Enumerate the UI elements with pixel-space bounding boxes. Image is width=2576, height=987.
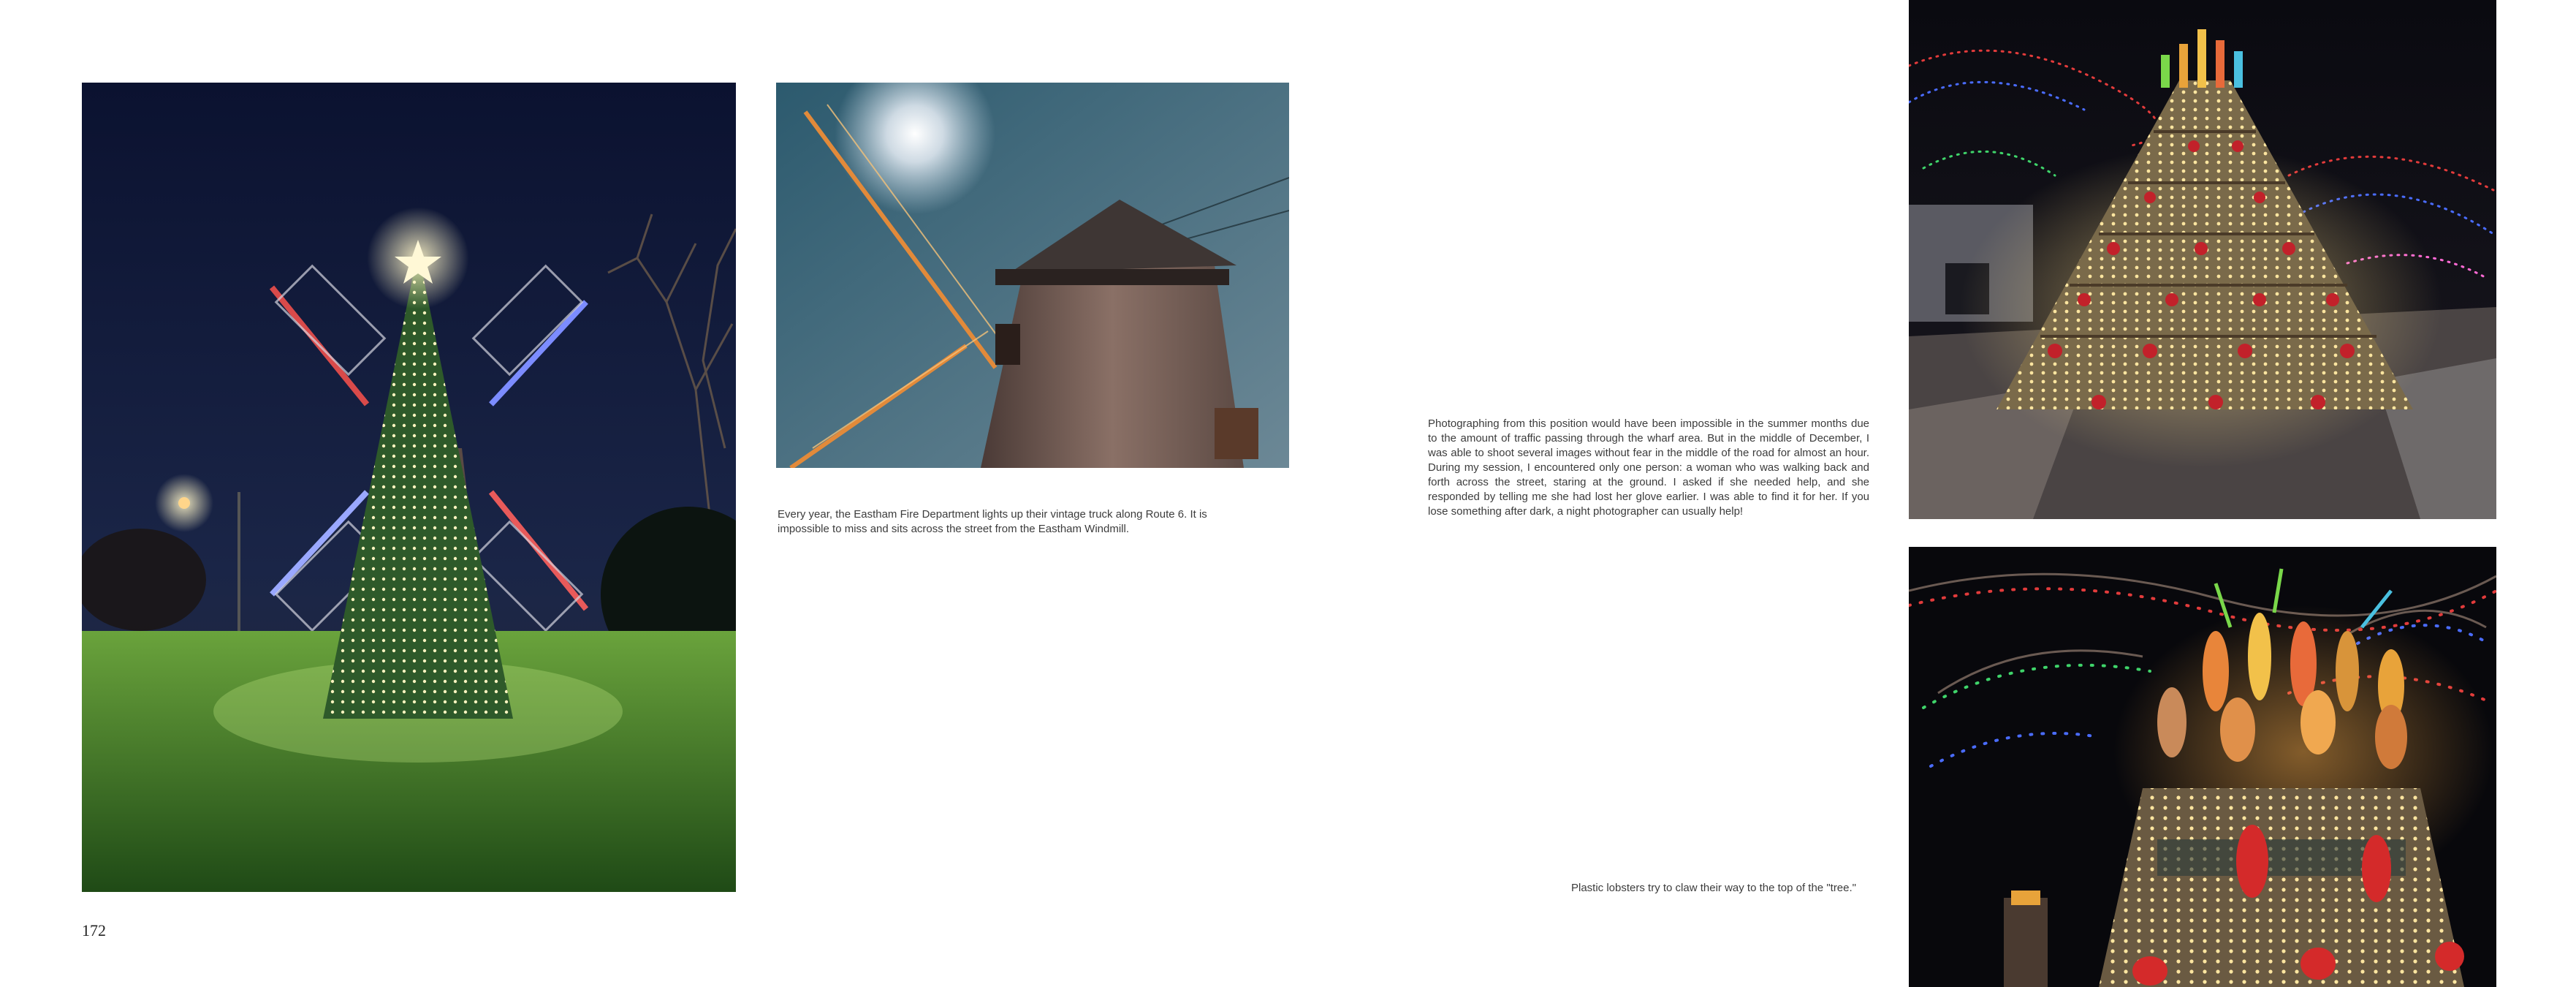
caption-eastham-fire-department: Every year, the Eastham Fire Department lights up their vintage truck along Route 6. It is impossible to miss and sits across the street from the Eastham Windmill.: [778, 508, 1207, 535]
windmill-moon-image: [776, 83, 1289, 468]
photo-lobster-pot-tree: [1909, 0, 2496, 519]
windmill-tree-image: [82, 83, 736, 892]
photo-lobster-buoys-closeup: [1909, 547, 2496, 987]
lobster-buoys-image: [1909, 547, 2496, 987]
photo-windmill-christmas-tree: [82, 83, 736, 892]
lobster-pot-tree-image: [1909, 0, 2496, 519]
caption-plastic-lobsters: Plastic lobsters try to claw their way to the top of the "tree.": [1571, 882, 1856, 894]
body-text-wharf: Photographing from this position would have been impossible in the summer months due to the amount of traffic passing through the wharf area. But in the middle of December, I was able to shoot several images without fear in the middle of the road for almost an hour. During my session, I encountered only one person: a woman who was walking back and forth across the street, staring at the ground. I asked if she needed help, and she responded by telling me she had lost her glove earlier. I was able to find it for her. If you lose something after dark, a night photographer can usually help!: [1428, 417, 1869, 518]
photo-windmill-moon: [776, 83, 1289, 468]
page-number: 172: [82, 921, 106, 939]
